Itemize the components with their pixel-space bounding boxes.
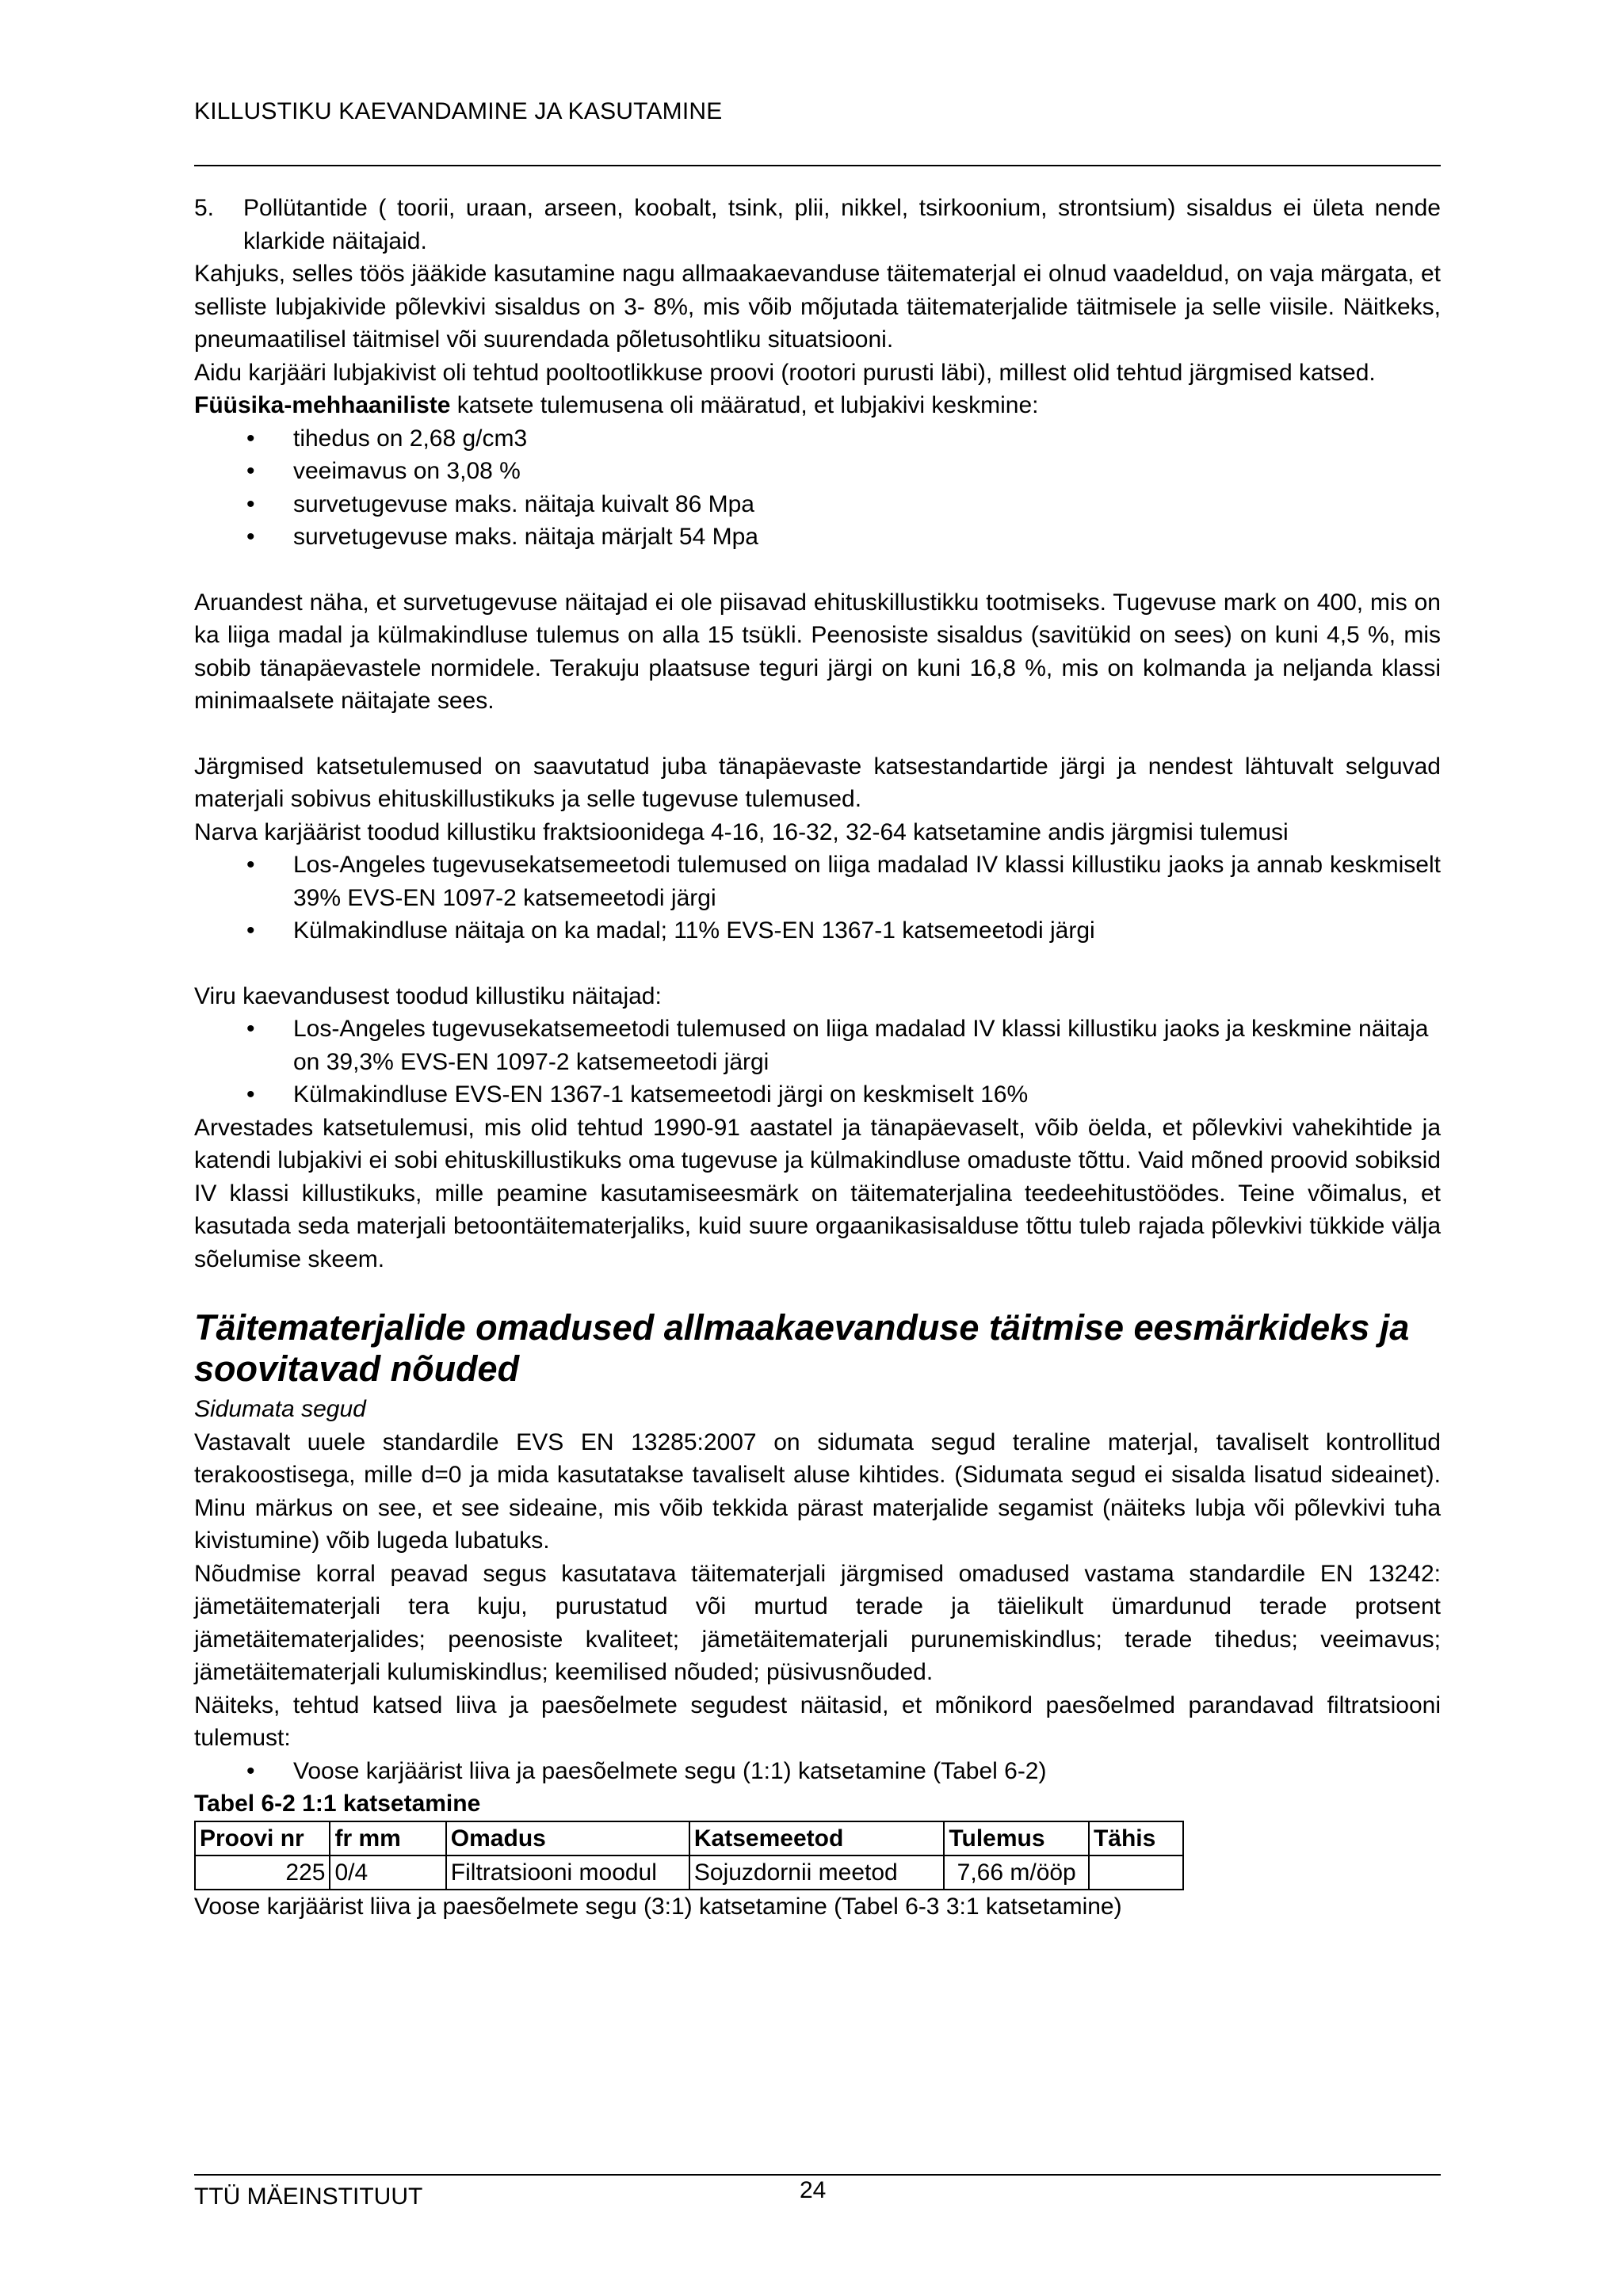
spacer (194, 948, 1441, 980)
paragraph-3 (194, 389, 1441, 422)
list-item: • survetugevuse maks. näitaja kuivalt 86 Mpa (194, 488, 1441, 521)
table-caption: Tabel 6-2 1:1 katsetamine (194, 1791, 481, 1817)
subheading: Sidumata segud (194, 1396, 366, 1422)
table-cell: Filtratsiooni moodul (446, 1855, 689, 1890)
header-cell: Proovi nr (195, 1821, 330, 1855)
footer-institute: TTÜ MÄEINSTITUUT (194, 2183, 423, 2210)
paragraph-2: Aidu karjääri lubjakivist oli tehtud pooltootlikkuse proovi (rootori purusti läbi), millest olid tehtud järgmised katsed. (194, 359, 1376, 386)
item-text: Pollütantide ( toorii, uraan, arseen, koobalt, tsink, plii, nikkel, tsirkoonium, strontsium) sisaldus ei ületa nende klarkide näitajaid. (243, 195, 1441, 254)
header-cell: Katsemeetod (689, 1821, 945, 1855)
table-cell: Sojuzdornii meetod (689, 1855, 945, 1890)
table-cell: 225 (195, 1855, 330, 1890)
spacer (194, 718, 1441, 750)
table-cell (1089, 1855, 1183, 1890)
list-item: • Los-Angeles tugevusekatsemeetodi tulemused on liiga madalad IV klassi killustiku jaoks ja annab keskmiselt 39% EVS-EN 1097-2 katsemeetodi järgi (194, 849, 1441, 914)
paragraph-6: Narva karjäärist toodud killustiku fraktsioonidega 4-16, 16-32, 32-64 katsetamine andis järgmisi tulemusi (194, 818, 1289, 845)
header-rule (194, 165, 1441, 166)
list-item: • Külmakindluse EVS-EN 1367-1 katsemeetodi järgi on keskmiselt 16% (194, 1078, 1441, 1112)
bullet-list-1 (194, 422, 1441, 554)
paragraph-1: Kahjuks, selles töös jääkide kasutamine nagu allmaakaevanduse täitematerjal ei olnud vaadeldud, on vaja märgata, et selliste lubjakivide põlevkivi sisaldus on 3- 8%, mis võib mõjutada täitematerjalide täitmisele ja selle viisile. Näitkeks, pneumaatilisel täitmisel või suurendada põletusohtliku situatsiooni. (194, 261, 1441, 353)
bullet-list-3 (194, 1013, 1441, 1112)
header-cell: Tähis (1089, 1821, 1183, 1855)
list-item: • tihedus on 2,68 g/cm3 (194, 422, 1441, 456)
footer-rule (194, 2174, 1441, 2176)
list-item: • Voose karjäärist liiva ja paesõelmete segu (1:1) katsetamine (Tabel 6-2) (194, 1755, 1441, 1788)
paragraph-7: Viru kaevandusest toodud killustiku näitajad: (194, 982, 662, 1009)
table-row (195, 1855, 1183, 1890)
section-heading: Täitematerjalide omadused allmaakaevanduse täitmise eesmärkideks ja soovitavad nõuded (194, 1307, 1410, 1389)
paragraph-9: Vastavalt uuele standardile EVS EN 13285:2007 on sidumata segud teraline materjal, tavaliselt kontrollitud terakoostisega, mille d=0 ja mida kasutatakse tavaliselt aluse kihtides. (Sidumata segud ei sisalda lisatud sideainet). Minu märkus on see, et see sideaine, mis võib tekkida pärast materjalide segamist (näiteks lubja või põlevkivi tuha kivistumine) võib lugeda lubatuks. (194, 1428, 1441, 1554)
list-item: • Külmakindluse näitaja on ka madal; 11% EVS-EN 1367-1 katsemeetodi järgi (194, 914, 1441, 948)
running-header: KILLUSTIKU KAEVANDAMINE JA KASUTAMINE (194, 98, 723, 124)
paragraph-12: Voose karjäärist liiva ja paesõelmete segu (3:1) katsetamine (Tabel 6-3 3:1 katsetamine) (194, 1893, 1122, 1920)
document-page (194, 0, 1441, 2296)
table-cell: 0/4 (330, 1855, 445, 1890)
spacer (194, 554, 1441, 586)
item-number: 5. (194, 195, 215, 221)
paragraph-8: Arvestades katsetulemusi, mis olid tehtud 1990-91 aastatel ja tänapäevaselt, võib öelda, et põlevkivi vahekihtide ja katendi lubjakivi ei sobi ehituskillustikuks oma tugevuse ja külmakindluse omaduste tõttu. Vaid mõned proovid sobiksid IV klassi killustikuks, mille peamine kasutamiseesmärk on täitematerjalina teedeehitustöödes. Teine võimalus, et kasutada seda materjali betoontäitematerjaliks, kuid suure orgaanikasisalduse tõttu tuleb rajada põlevkivi tükkide välja sõelumise skeem. (194, 1114, 1441, 1272)
paragraph-11: Näiteks, tehtud katsed liiva ja paesõelmete segudest näitasid, et mõnikord paesõelmed parandavad filtratsiooni tulemust: (194, 1691, 1441, 1751)
table-cell: 7,66 m/ööp (944, 1855, 1089, 1890)
bullet-list-2 (194, 849, 1441, 948)
list-item: • Los-Angeles tugevusekatsemeetodi tulemused on liiga madalad IV klassi killustiku jaoks ja keskmine näitaja on 39,3% EVS-EN 1097-2 katsemeetodi järgi (194, 1013, 1441, 1078)
header-cell: fr mm (330, 1821, 445, 1855)
header-cell: Tulemus (944, 1821, 1089, 1855)
bullet-list-4 (194, 1755, 1441, 1788)
header-cell: Omadus (446, 1821, 689, 1855)
document-body (194, 192, 1441, 1923)
numbered-item-5 (194, 192, 1441, 257)
page-number: 24 (800, 2177, 827, 2203)
list-item: • survetugevuse maks. näitaja märjalt 54 Mpa (194, 521, 1441, 554)
paragraph-3-rest: katsete tulemusena oli määratud, et lubjakivi keskmine: (450, 392, 1039, 418)
results-table (194, 1821, 1184, 1890)
paragraph-4: Aruandest näha, et survetugevuse näitajad ei ole piisavad ehituskillustikku tootmiseks. Tugevuse mark on 400, mis on ka liiga madal ja külmakindluse tulemus on alla 15 tsükli. Peenosiste sisaldus (savitükid on sees) on kuni 4,5 %, mis sobib tänapäevastele normidele. Terakuju plaatsuse teguri järgi on kuni 16,8 %, mis on kolmanda ja neljanda klassi minimaalsete näitajate sees. (194, 589, 1441, 714)
paragraph-10: Nõudmise korral peavad segus kasutatava täitematerjali järgmised omadused vastama standardile EN 13242: jämetäitematerjali tera kuju, purustatud või murtud terade ja täielikult ümardunud terade protsent jämetäitematerjalides; peenosiste kvaliteet; jämetäitematerjali purunemiskindlus; terade tihedus; veeimavus; jämetäitematerjali kulumiskindlus; keemilised nõuded; püsivusnõuded. (194, 1560, 1441, 1685)
bold-term: Füüsika-mehhaaniliste (194, 392, 451, 418)
paragraph-5: Järgmised katsetulemused on saavutatud juba tänapäevaste katsestandartide järgi ja nendest lähtuvalt selguvad materjali sobivus ehituskillustikuks ja selle tugevuse tulemused. (194, 753, 1441, 812)
list-item: • veeimavus on 3,08 % (194, 455, 1441, 488)
table-header-row (195, 1821, 1183, 1855)
